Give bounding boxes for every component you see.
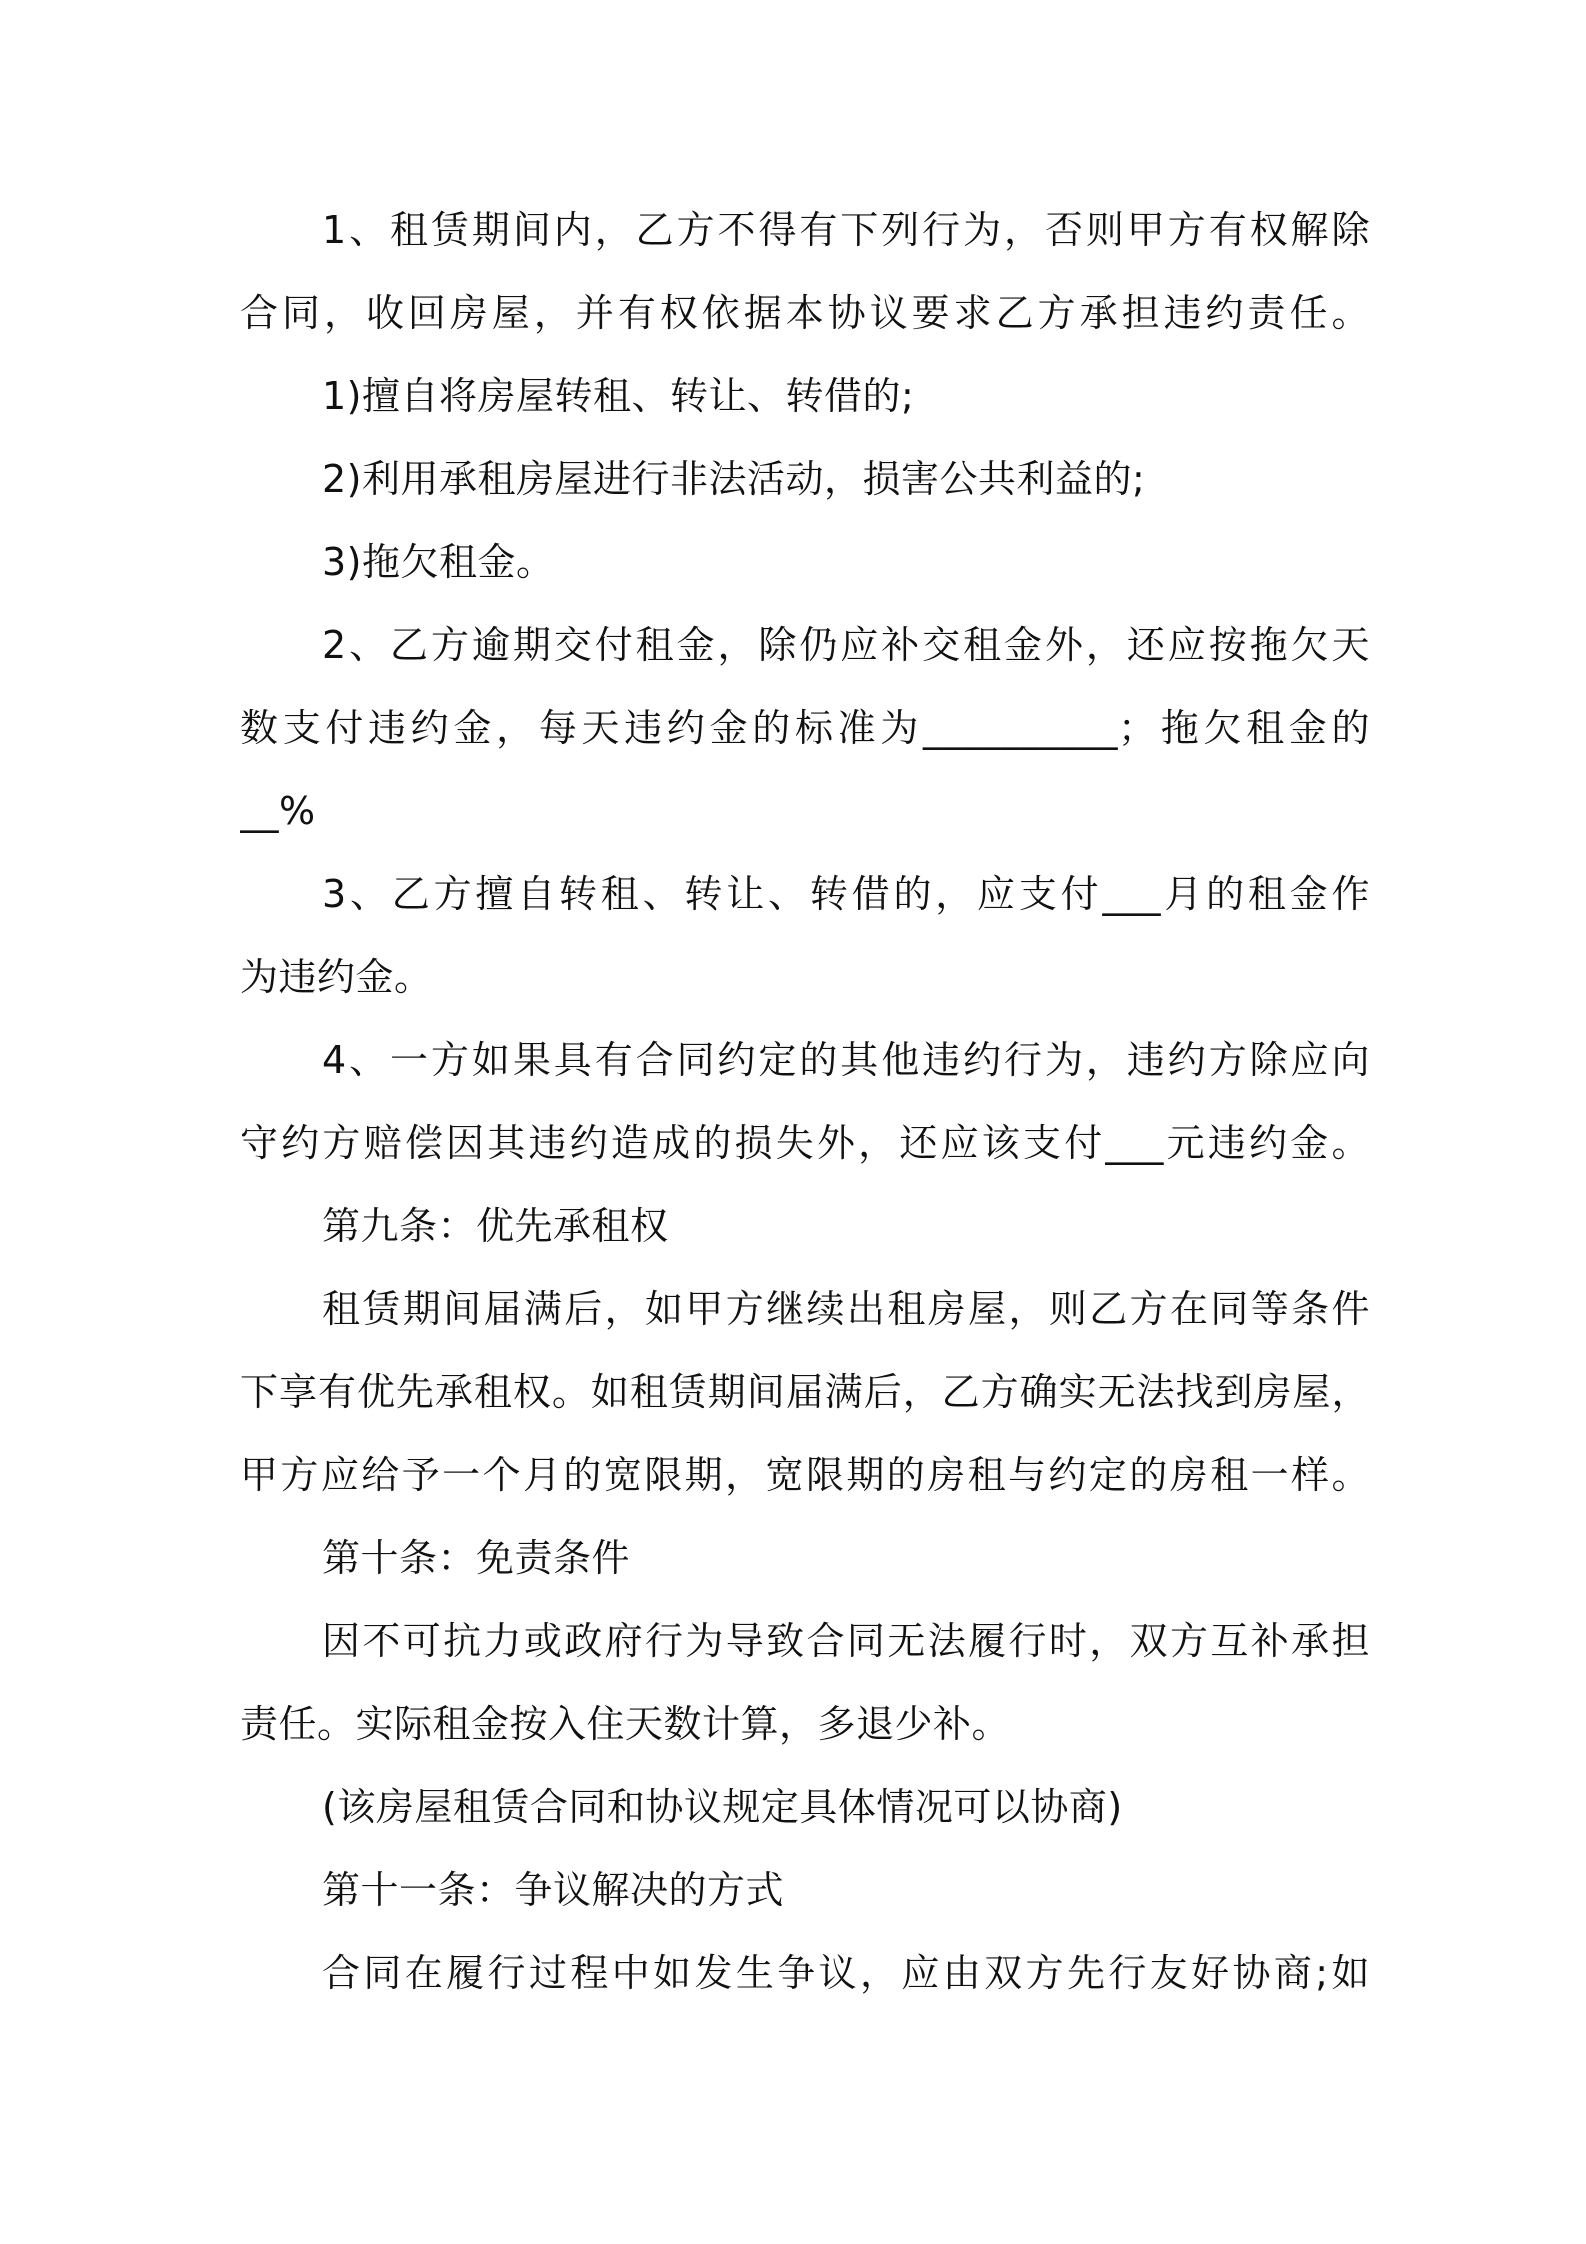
article-11-line-1: 合同在履行过程中如发生争议，应由双方先行友好协商;如 bbox=[322, 1951, 1370, 1995]
article-10-heading: 第十条：免责条件 bbox=[322, 1536, 631, 1580]
article-9-line-2: 下享有优先承租权。如租赁期间届满后，乙方确实无法找到房屋， bbox=[240, 1370, 1370, 1414]
article-9-heading: 第九条：优先承租权 bbox=[322, 1204, 669, 1248]
clause-2-line-3: __% bbox=[240, 789, 316, 833]
item-3-rent-arrears: 3)拖欠租金。 bbox=[322, 540, 555, 584]
clause-3-line-2: 为违约金。 bbox=[240, 955, 433, 999]
clause-3-line-1: 3、乙方擅自转租、转让、转借的，应支付___月的租金作 bbox=[322, 872, 1370, 916]
article-10-line-1: 因不可抗力或政府行为导致合同无法履行时，双方互补承担 bbox=[322, 1619, 1370, 1663]
article-9-line-3: 甲方应给予一个月的宽限期，宽限期的房租与约定的房租一样。 bbox=[240, 1453, 1370, 1497]
negotiation-note: (该房屋租赁合同和协议规定具体情况可以协商) bbox=[322, 1785, 1123, 1829]
clause-1-line-2: 合同，收回房屋，并有权依据本协议要求乙方承担违约责任。 bbox=[240, 291, 1370, 335]
clause-2-line-1: 2、乙方逾期交付租金，除仍应补交租金外，还应按拖欠天 bbox=[322, 623, 1370, 667]
clause-1-line-1: 1、租赁期间内，乙方不得有下列行为，否则甲方有权解除 bbox=[322, 208, 1370, 252]
item-2-illegal-use: 2)利用承租房屋进行非法活动，损害公共利益的; bbox=[322, 457, 1146, 501]
clause-2-line-2: 数支付违约金，每天违约金的标准为__________；拖欠租金的 bbox=[240, 706, 1370, 750]
article-10-line-2: 责任。实际租金按入住天数计算，多退少补。 bbox=[240, 1702, 1011, 1746]
clause-4-line-1: 4、一方如果具有合同约定的其他违约行为，违约方除应向 bbox=[322, 1038, 1370, 1082]
article-11-heading: 第十一条：争议解决的方式 bbox=[322, 1868, 785, 1912]
clause-4-line-2: 守约方赔偿因其违约造成的损失外，还应该支付___元违约金。 bbox=[240, 1121, 1370, 1165]
article-9-line-1: 租赁期间届满后，如甲方继续出租房屋，则乙方在同等条件 bbox=[322, 1287, 1370, 1331]
item-1-sublet: 1)擅自将房屋转租、转让、转借的; bbox=[322, 374, 915, 418]
